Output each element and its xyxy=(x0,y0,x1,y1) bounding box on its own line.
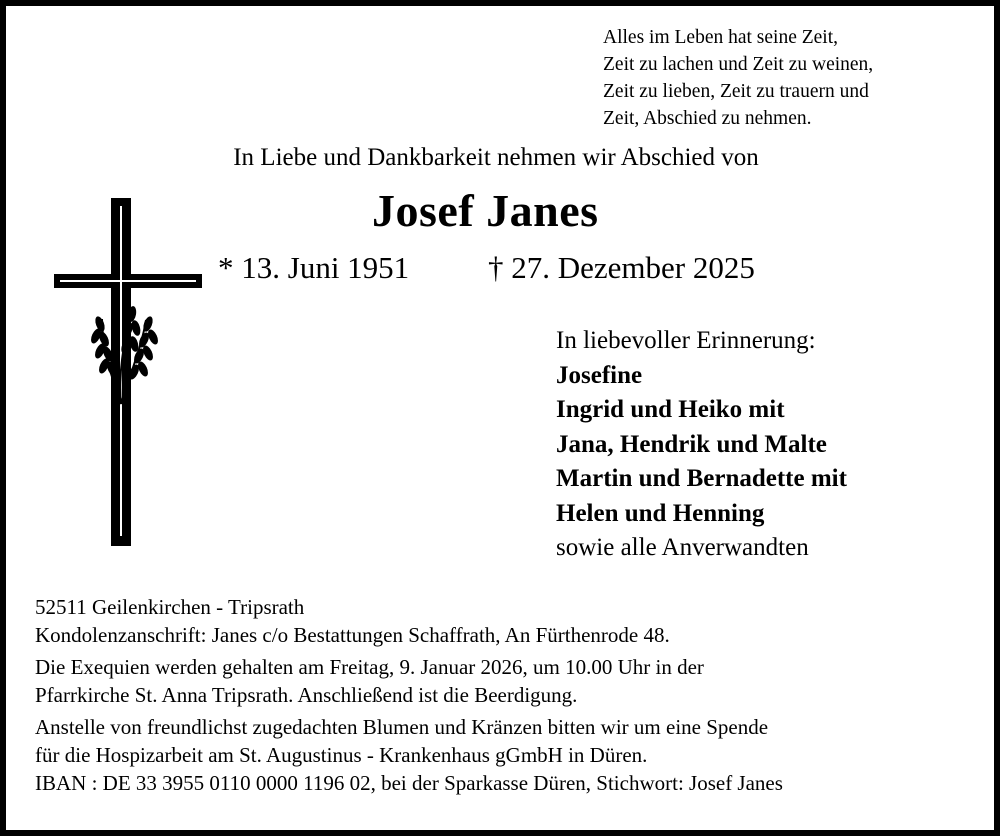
poem-line: Zeit, Abschied zu nehmen. xyxy=(603,108,812,129)
deceased-name: Josef Janes xyxy=(372,185,599,236)
family-member: Ingrid und Heiko mit xyxy=(556,396,785,423)
notice-footer xyxy=(35,593,985,797)
family-closing: sowie alle Anverwandten xyxy=(556,534,809,561)
death-date: † 27. Dezember 2025 xyxy=(488,250,755,285)
birth-date: * 13. Juni 1951 xyxy=(218,250,410,285)
condolence-address: Kondolenzanschrift: Janes c/o Bestattungen Schaffrath, An Fürthenrode 48. xyxy=(35,623,670,647)
intro-text: In Liebe und Dankbarkeit nehmen wir Abschied von xyxy=(233,144,759,171)
donation-line: IBAN : DE 33 3955 0110 0000 1196 02, bei der Sparkasse Düren, Stichwort: Josef Janes xyxy=(35,771,783,795)
poem-line: Zeit zu lieben, Zeit zu trauern und xyxy=(603,81,869,102)
service-line: Die Exequien werden gehalten am Freitag, 9. Januar 2026, um 10.00 Uhr in der xyxy=(35,655,704,679)
cross-with-wheat-icon xyxy=(18,174,204,564)
intro-line xyxy=(6,144,996,172)
family-member: Jana, Hendrik und Malte xyxy=(556,430,827,458)
service-line: Pfarrkirche St. Anna Tripsrath. Anschließend ist die Beerdigung. xyxy=(35,683,578,707)
family-member: Josefine xyxy=(556,361,643,389)
donation-line: für die Hospizarbeit am St. Augustinus - Krankenhaus gGmbH in Düren. xyxy=(35,743,648,767)
family-list xyxy=(556,324,847,566)
family-member: Helen und Henning xyxy=(556,499,765,527)
family-heading: In liebevoller Erinnerung: xyxy=(556,327,816,354)
place-line: 52511 Geilenkirchen - Tripsrath xyxy=(35,595,305,619)
donation-line: Anstelle von freundlichst zugedachten Blumen und Kränzen bitten wir um eine Spende xyxy=(35,715,769,739)
poem-line: Zeit zu lachen und Zeit zu weinen, xyxy=(603,54,874,75)
poem-line: Alles im Leben hat seine Zeit, xyxy=(603,27,839,48)
poem xyxy=(603,24,873,132)
family-member: Martin und Bernadette mit xyxy=(556,465,847,492)
